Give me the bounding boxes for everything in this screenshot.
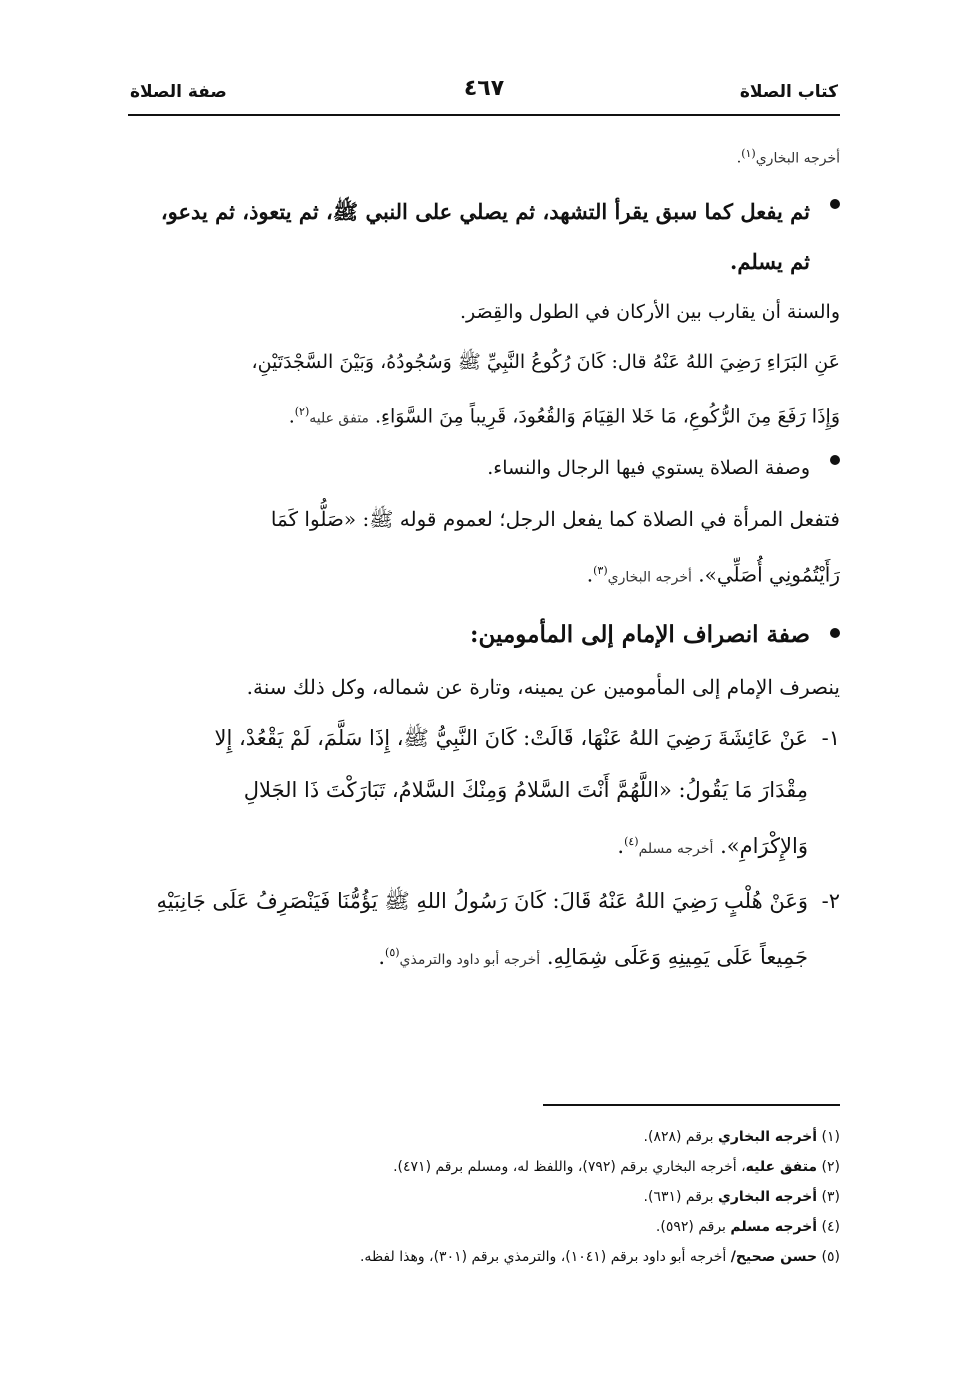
footnote-marker: (٤): [624, 834, 639, 848]
top-reference: أخرجه البخاري$^{(١)}$.: [736, 147, 840, 167]
item-line: مِقْدَارَ مَا يَقُولُ: «اللَّهُمَّ أَنْتَ السَّلامُ وَمِنْكَ السَّلامُ، تَبَارَكْتَ ذَا الجَلالِ: [243, 777, 808, 802]
hadith-line: عَنِ البَرَاءِ رَضِيَ اللهُ عَنْهُ قال: كَانَ رُكُوعُ النَّبِيِّ ﷺ وَسُجُودُهُ، وَبَيْنَ السَّجْدَتَيْنِ،: [251, 351, 840, 373]
item-line: وَالإِكْرَامِ». أخرجه مسلم$^{(٤)}$.: [617, 833, 808, 858]
numbered-item: [130, 712, 840, 875]
item-number: ١-: [821, 725, 840, 750]
chapter-title: صفة الصلاة: [130, 82, 227, 102]
bullet-icon: [830, 628, 840, 638]
hadith-source: أخرجه البخاري: [607, 569, 692, 586]
item-line: جَمِيعاً عَلَى يَمِينِهِ وَعَلَى شِمَالِهِ. أخرجه أبو داود والترمذي$^{(٥)}$.: [378, 944, 808, 969]
hadith-source: أخرجه مسلم: [638, 840, 714, 857]
page-header: [128, 76, 840, 116]
bullet-point: [130, 443, 840, 493]
bullet-text-line: ثم يفعل كما سبق يقرأ التشهد، ثم يصلي على النبي ﷺ، ثم يتعوذ، ثم يدعو،: [160, 199, 810, 224]
footnotes: [128, 1122, 840, 1272]
imam-paragraph: ينصرف الإمام إلى المأمومين عن يمينه، وتارة عن شماله، وكل ذلك سنة.: [246, 674, 840, 699]
book-title: كتاب الصلاة: [739, 82, 838, 102]
page-body: [130, 145, 840, 986]
bullet-icon: [830, 199, 840, 209]
item-line: عَنْ عَائِشَةَ رَضِيَ اللهُ عَنْهَا، قَالَتْ: كَانَ النَّبِيُّ ﷺ، إِذَا سَلَّمَ، لَمْ يَقْعُدْ، إِلا: [214, 725, 808, 750]
numbered-item: [130, 875, 840, 986]
sunnah-paragraph: والسنة أن يقارب بين الأركان في الطول والقِصَر.: [460, 301, 840, 323]
woman-paragraph-line: رَأَيْتُمُونِي أُصَلِّي». أخرجه البخاري$^{(٣)}$.: [586, 562, 840, 587]
hadith-line: وَإِذَا رَفَعَ مِنَ الرُّكُوعِ، مَا خَلا القِيَامَ وَالقُعُودَ، قَرِيباً مِنَ السَّوَاءِ. متفق عليه$^{(٢)}$.: [288, 405, 840, 428]
footnote-marker: (٥): [385, 945, 400, 959]
footnote: (٥) حسن صحيح/ أخرجه أبو داود برقم (١٠٤١)، والترمذي برقم (٣٠١)، وهذا لفظه.: [359, 1249, 840, 1265]
bullet-point: [130, 187, 840, 287]
footnote-marker: (٣): [593, 564, 608, 578]
item-number: ٢-: [821, 888, 840, 913]
section-heading: صفة انصراف الإمام إلى المأمومين:: [470, 620, 810, 648]
bullet-text-line: ثم يسلم.: [730, 249, 810, 274]
footnote: (٢) متفق عليه، أخرجه البخاري برقم (٧٩٢)، واللفظ له، ومسلم برقم (٤٧١).: [393, 1159, 840, 1175]
hadith-source: أخرجه أبو داود والترمذي: [399, 951, 541, 968]
footnote: (١) أخرجه البخاري برقم (٨٢٨).: [643, 1129, 840, 1145]
bullet-icon: [830, 455, 840, 465]
bullet-point: [130, 608, 840, 662]
woman-paragraph-line: فتفعل المرأة في الصلاة كما يفعل الرجل؛ لعموم قوله ﷺ: «صَلُّوا كَمَا: [270, 507, 840, 532]
footnote: (٤) أخرجه مسلم برقم (٥٩٢).: [655, 1219, 840, 1235]
page-number: ٤٦٧: [463, 76, 505, 101]
footnote-marker: (٢): [294, 405, 310, 418]
item-line: وَعَنْ هُلْبٍ رَضِيَ اللهُ عَنْهُ قَالَ: كَانَ رَسُولُ اللهِ ﷺ يَؤُمُّنَا فَيَنْصَرِفُ عَلَى جَانِبَيْهِ: [156, 888, 808, 913]
footnote-separator: [543, 1104, 840, 1106]
hadith-source: متفق عليه: [309, 410, 369, 427]
bullet-text-line: وصفة الصلاة يستوي فيها الرجال والنساء.: [487, 457, 810, 480]
footnote: (٣) أخرجه البخاري برقم (٦٣١).: [643, 1189, 840, 1205]
footnote-marker: (١): [741, 147, 756, 160]
